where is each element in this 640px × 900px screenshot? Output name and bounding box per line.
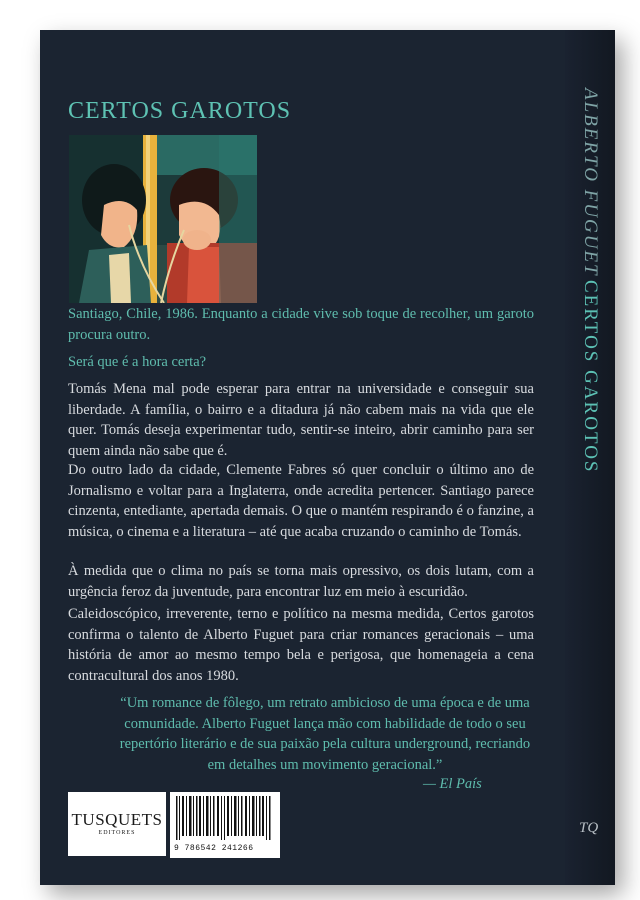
book-back-cover (40, 30, 565, 885)
intro-paragraph: Santiago, Chile, 1986. Enquanto a cidade vive sob toque de recolher, um garoto procura outro. (68, 306, 534, 343)
spine-logo: TQ (579, 820, 599, 836)
spine-author: ALBERTO FUGUET (580, 88, 601, 277)
synopsis-paragraph-2: Do outro lado da cidade, Clemente Fabres só quer concluir o último ano de Jornalismo e voltar para a Inglaterra, onde acredita pertencer. Santiago parece cinzenta, entediante, apertada demais. O que o mantém respirando é o fanzine, a música, o cinema e a literatura – até que acaba cruzando o caminho de Tomás. (68, 462, 534, 540)
cover-illustration (69, 135, 257, 303)
synopsis-paragraph-4: Caleidoscópico, irreverente, terno e político na mesma medida, Certos garotos confirma o talento de Alberto Fuguet para criar romances geracionais – uma história de amor ao mesmo tempo bela e perigosa, que homenageia a cena contracultural dos anos 1980. (68, 606, 534, 684)
synopsis-paragraph-3: À medida que o clima no país se torna mais opressivo, os dois lutam, com a urgência feroz da juventude, para encontrar luz em meio à escuridão. (68, 563, 534, 600)
publisher-logo (68, 792, 166, 856)
barcode-icon (170, 792, 280, 842)
spine-title: CERTOS GAROTOS (580, 280, 601, 474)
barcode (170, 792, 280, 858)
quote-attribution: — El País (423, 776, 482, 792)
publisher-subtitle: EDITORES (98, 830, 136, 836)
review-quote: “Um romance de fôlego, um retrato ambicioso de uma época e de uma comunidade. Alberto Fuguet lança mão com habilidade de todo o seu repertório literário e de sua paixão pela cultura underground, recriando em detalhes um movimento geracional.” (119, 695, 531, 773)
question-paragraph: Será que é a hora certa? (68, 354, 207, 370)
illustration-two-boys-headphones-icon (69, 135, 257, 303)
book-title: CERTOS GAROTOS (68, 98, 292, 124)
isbn-number: 9 786542 241266 (174, 844, 254, 853)
book-spine (565, 30, 615, 885)
synopsis-paragraph-1: Tomás Mena mal pode esperar para entrar na universidade e conseguir sua liberdade. A família, o bairro e a ditadura já não cabem mais na vida que ele quer. Tomás deseja experimentar tudo, sentir-se inteiro, abrir caminho para ser quem ainda não sabe que é. (68, 381, 534, 459)
publisher-name: TUSQUETS (71, 810, 163, 829)
